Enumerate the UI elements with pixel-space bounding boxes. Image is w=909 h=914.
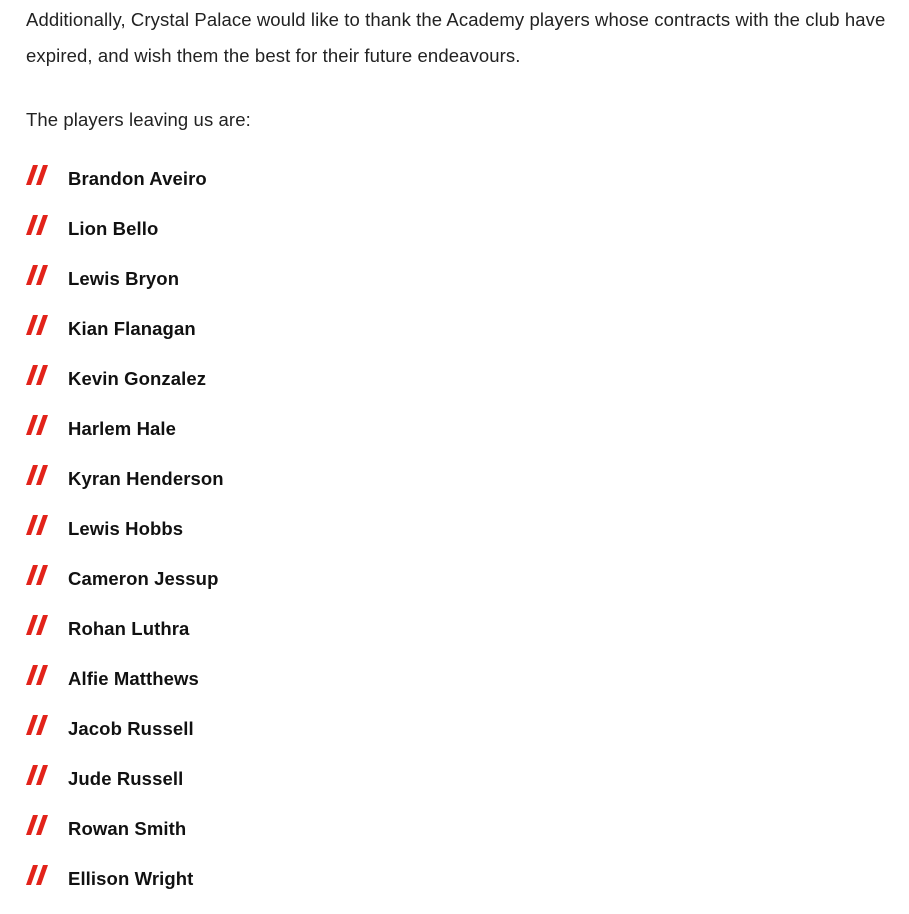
double-slash-icon <box>26 665 68 689</box>
player-name: Kyran Henderson <box>68 468 224 489</box>
player-name: Ellison Wright <box>68 868 194 889</box>
player-name: Rowan Smith <box>68 818 187 839</box>
double-slash-icon <box>26 865 68 889</box>
player-list-item <box>26 814 886 864</box>
player-name: Lewis Hobbs <box>68 518 184 539</box>
player-list-item <box>26 314 886 364</box>
player-name: Lewis Bryon <box>68 268 180 289</box>
player-name: Jacob Russell <box>68 718 194 739</box>
player-list-item <box>26 764 886 814</box>
double-slash-icon <box>26 815 68 839</box>
player-list-item <box>26 864 886 914</box>
double-slash-icon <box>26 465 68 489</box>
player-name: Kevin Gonzalez <box>68 368 207 389</box>
player-list-item <box>26 414 886 464</box>
player-name: Rohan Luthra <box>68 618 190 639</box>
double-slash-icon <box>26 515 68 539</box>
player-name: Brandon Aveiro <box>68 168 207 189</box>
double-slash-icon <box>26 565 68 589</box>
player-name: Alfie Matthews <box>68 668 199 689</box>
double-slash-icon <box>26 715 68 739</box>
double-slash-icon <box>26 215 68 239</box>
double-slash-icon <box>26 165 68 189</box>
double-slash-icon <box>26 615 68 639</box>
player-name: Harlem Hale <box>68 418 177 439</box>
double-slash-icon <box>26 315 68 339</box>
player-list-item <box>26 714 886 764</box>
player-name: Cameron Jessup <box>68 568 219 589</box>
player-list-item <box>26 164 886 214</box>
double-slash-icon <box>26 765 68 789</box>
player-list-item <box>26 464 886 514</box>
player-list-item <box>26 264 886 314</box>
double-slash-icon <box>26 415 68 439</box>
article-body <box>26 0 886 914</box>
player-list-item <box>26 214 886 264</box>
player-list-item <box>26 514 886 564</box>
list-heading: The players leaving us are: <box>26 109 251 130</box>
player-name: Kian Flanagan <box>68 318 196 339</box>
double-slash-icon <box>26 365 68 389</box>
player-list-item <box>26 664 886 714</box>
player-list-item <box>26 564 886 614</box>
player-name: Jude Russell <box>68 768 184 789</box>
player-list-item <box>26 364 886 414</box>
player-list <box>26 164 886 914</box>
player-name: Lion Bello <box>68 218 159 239</box>
double-slash-icon <box>26 265 68 289</box>
intro-paragraph: Additionally, Crystal Palace would like to thank the Academy players whose contracts with the club have expired, and wish them the best for their future endeavours. <box>26 9 886 66</box>
player-list-item <box>26 614 886 664</box>
